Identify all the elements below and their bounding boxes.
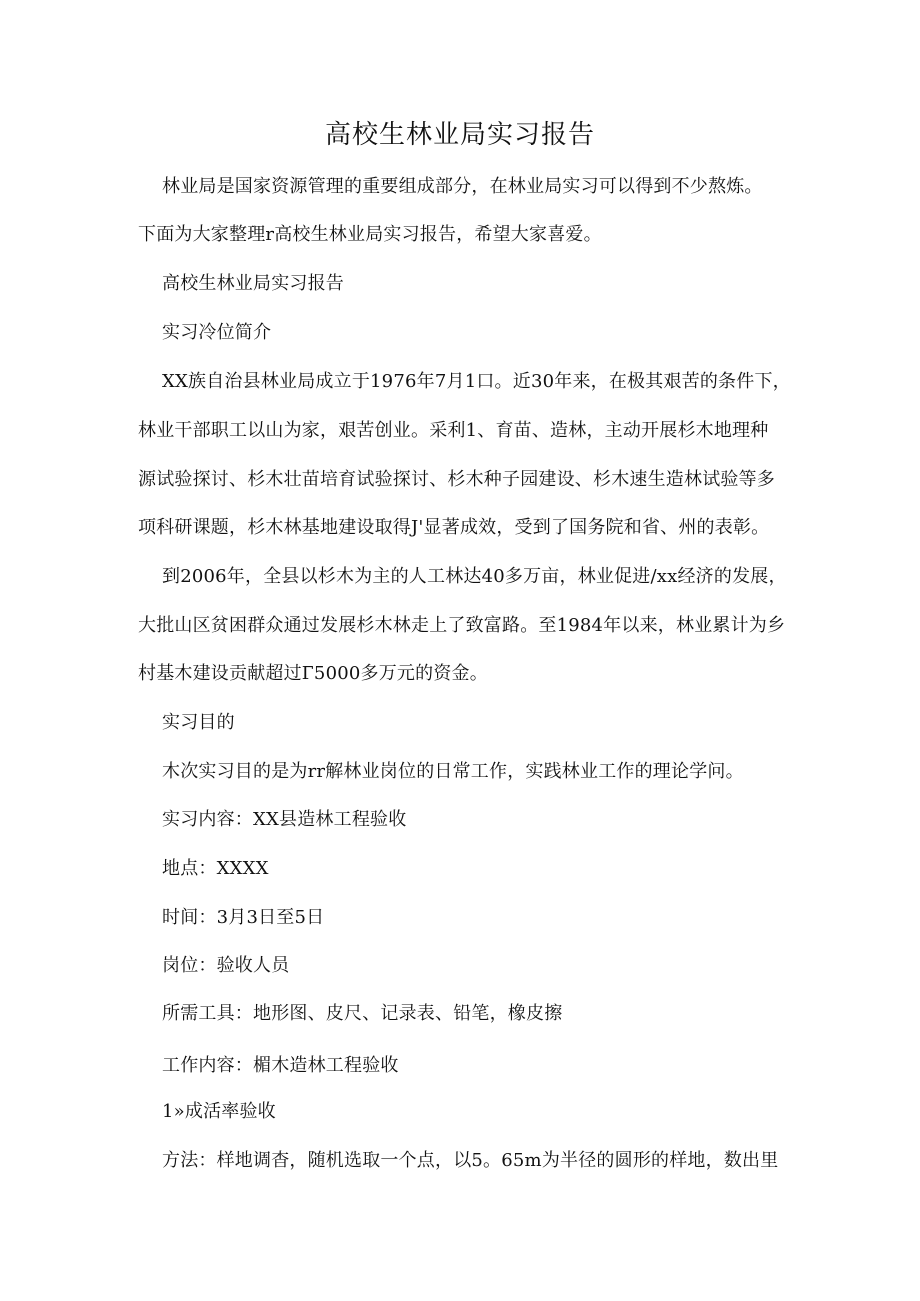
list-item-heading: 1»成活率验收 <box>162 1101 276 1122</box>
info-line: 时间：3月3日至5日 <box>162 907 325 928</box>
paragraph-line: 下面为大家整理r高校生林业局实习报告，希望大家喜爱。 <box>138 224 602 245</box>
info-line: 工作内容：楣木造林工程验收 <box>162 1055 399 1076</box>
paragraph-line: 到2006年，全县以杉木为主的人工林达40多万亩，林业促进/xx经济的发展， <box>162 566 787 587</box>
section-heading: 实习冷位简介 <box>162 322 272 343</box>
paragraph-line: 源试验探讨、杉木壮苗培育试验探讨、杉木种子园建设、杉木速生造林试验等多 <box>138 469 775 490</box>
paragraph-line: 大批山区贫困群众通过发展杉木林走上了致富路。至1984年以来，林业累计为乡 <box>138 615 786 636</box>
section-heading: 实习目的 <box>162 712 235 733</box>
paragraph-line: 林业干部职工以山为家，艰苦创业。采利1、育苗、造林，主动开展杉木地理种 <box>138 420 769 441</box>
info-line: 岗位：验收人员 <box>162 955 290 976</box>
info-line: 地点：XXXX <box>162 858 269 879</box>
info-line: 所需工具：地形图、皮尺、记录表、铅笔，橡皮擦 <box>162 1003 563 1024</box>
document-title: 高校生林业局实习报告 <box>324 120 595 150</box>
info-line: 实习内容：XX县造林工程验收 <box>162 809 407 830</box>
paragraph-line: 方法：样地调杳，随机选取一个点，以5。65m为半径的圆形的样地，数出里 <box>162 1150 779 1171</box>
paragraph-line: XX族自治县林业局成立于1976年7月1口。近30年来，在极其艰苦的条件下， <box>162 371 791 392</box>
paragraph-line: 村基木建设贡献超过Г5000多万元的资金。 <box>138 663 488 684</box>
paragraph-line: 项科研课题，杉木林基地建设取得J'显著成效，受到了国务院和省、州的表彰。 <box>138 517 770 538</box>
section-heading: 高校生林业局实习报告 <box>162 273 344 294</box>
paragraph-line: 林业局是国家资源管理的重要组成部分，在林业局实习可以得到不少熬炼。 <box>162 176 763 197</box>
paragraph-line: 木次实习目的是为rr解林业岗位的日常工作，实践林业工作的理论学问。 <box>162 761 744 782</box>
